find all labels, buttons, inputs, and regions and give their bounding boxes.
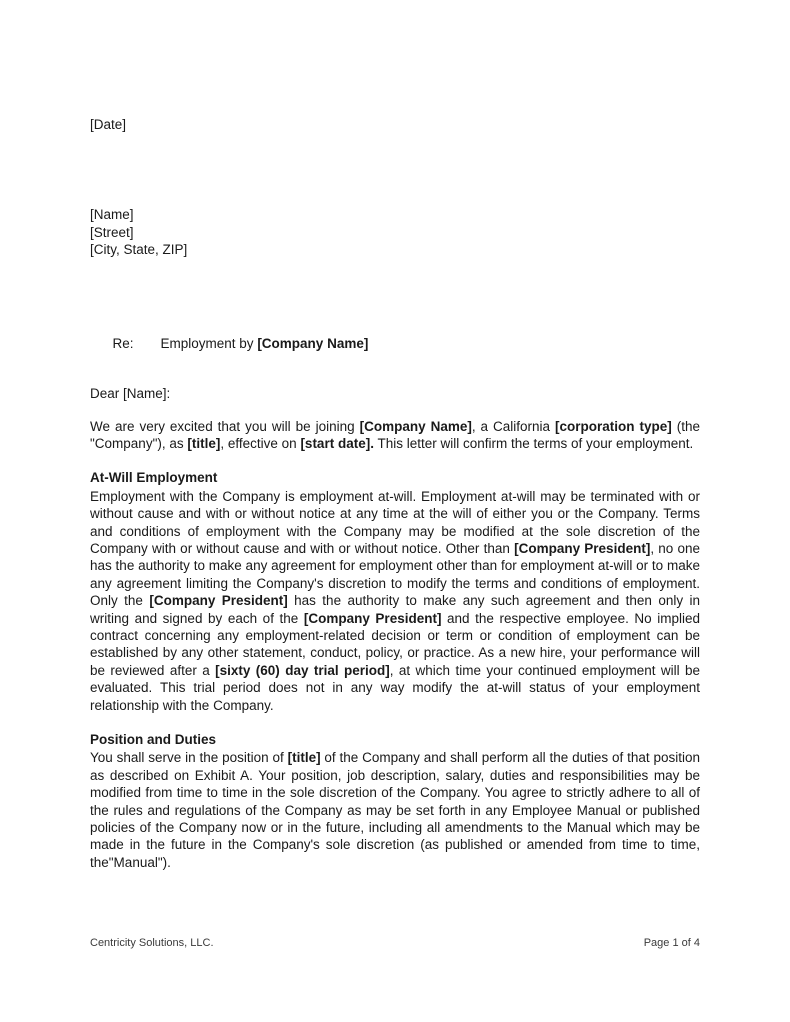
footer-page-number: Page 1 of 4 <box>643 937 700 949</box>
document-content <box>90 0 700 871</box>
recipient-street: [Street] <box>90 224 134 240</box>
subject-line <box>90 259 700 369</box>
section-heading-at-will-employment: At-Will Employment <box>90 470 218 486</box>
recipient-address-block <box>90 133 700 259</box>
salutation: Dear [Name]: <box>90 385 171 401</box>
section-body-at-will-employment: Employment with the Company is employment at-will. Employment at-will may be terminated with or without cause and with or without notice at any time at the will of either you or the Company. Terms and conditions of employment with the Company may be modified at the sole discretion of the Company with or without cause and with or without notice. Other than [Company President], no one has the authority to make any agreement for employment other than for employment at-will or to make any agreement limiting the Company's discretion to modify the terms and conditions of employment. Only the [Company President] has the authority to make any such agreement and then only in writing and signed by each of the [Company President] and the respective employee. No implied contract concerning any employment-related decision or term or condition of employment can be established by any other statement, conduct, policy, or practice. As a new hire, your performance will be reviewed after a [sixty (60) day trial period], at which time your continued employment will be evaluated. This trial period does not in any way modify the at-will status of your employment relationship with the Company. <box>90 488 701 713</box>
intro-paragraph: We are very excited that you will be joining [Company Name], a California [corporation type] (the "Company"), as [title], effective on [start date]. This letter will confirm the terms of your employment. <box>90 418 700 451</box>
recipient-name: [Name] <box>90 207 134 222</box>
date-placeholder: [Date] <box>90 117 127 132</box>
subject-label: Re: <box>112 335 134 351</box>
recipient-city-state-zip: [City, State, ZIP] <box>90 242 188 257</box>
page-footer <box>90 936 700 950</box>
section-heading-position-and-duties: Position and Duties <box>90 732 217 747</box>
footer-company-name: Centricity Solutions, LLC. <box>90 937 214 949</box>
subject-text: Employment by [Company Name] <box>160 335 369 351</box>
section-body-position-and-duties: You shall serve in the position of [title] of the Company and shall perform all the duties of that position as described on Exhibit A. Your position, job description, salary, duties and responsibilities may be modified from time to time in the sole discretion of the Company. You agree to strictly adhere to all of the rules and regulations of the Company as may be set forth in any Employee Manual or published policies of the Company now or in the future, including all amendments to the Manual which may be made in the future in the Company's sole discretion (as published or amended from time to time, the"Manual"). <box>90 750 700 870</box>
